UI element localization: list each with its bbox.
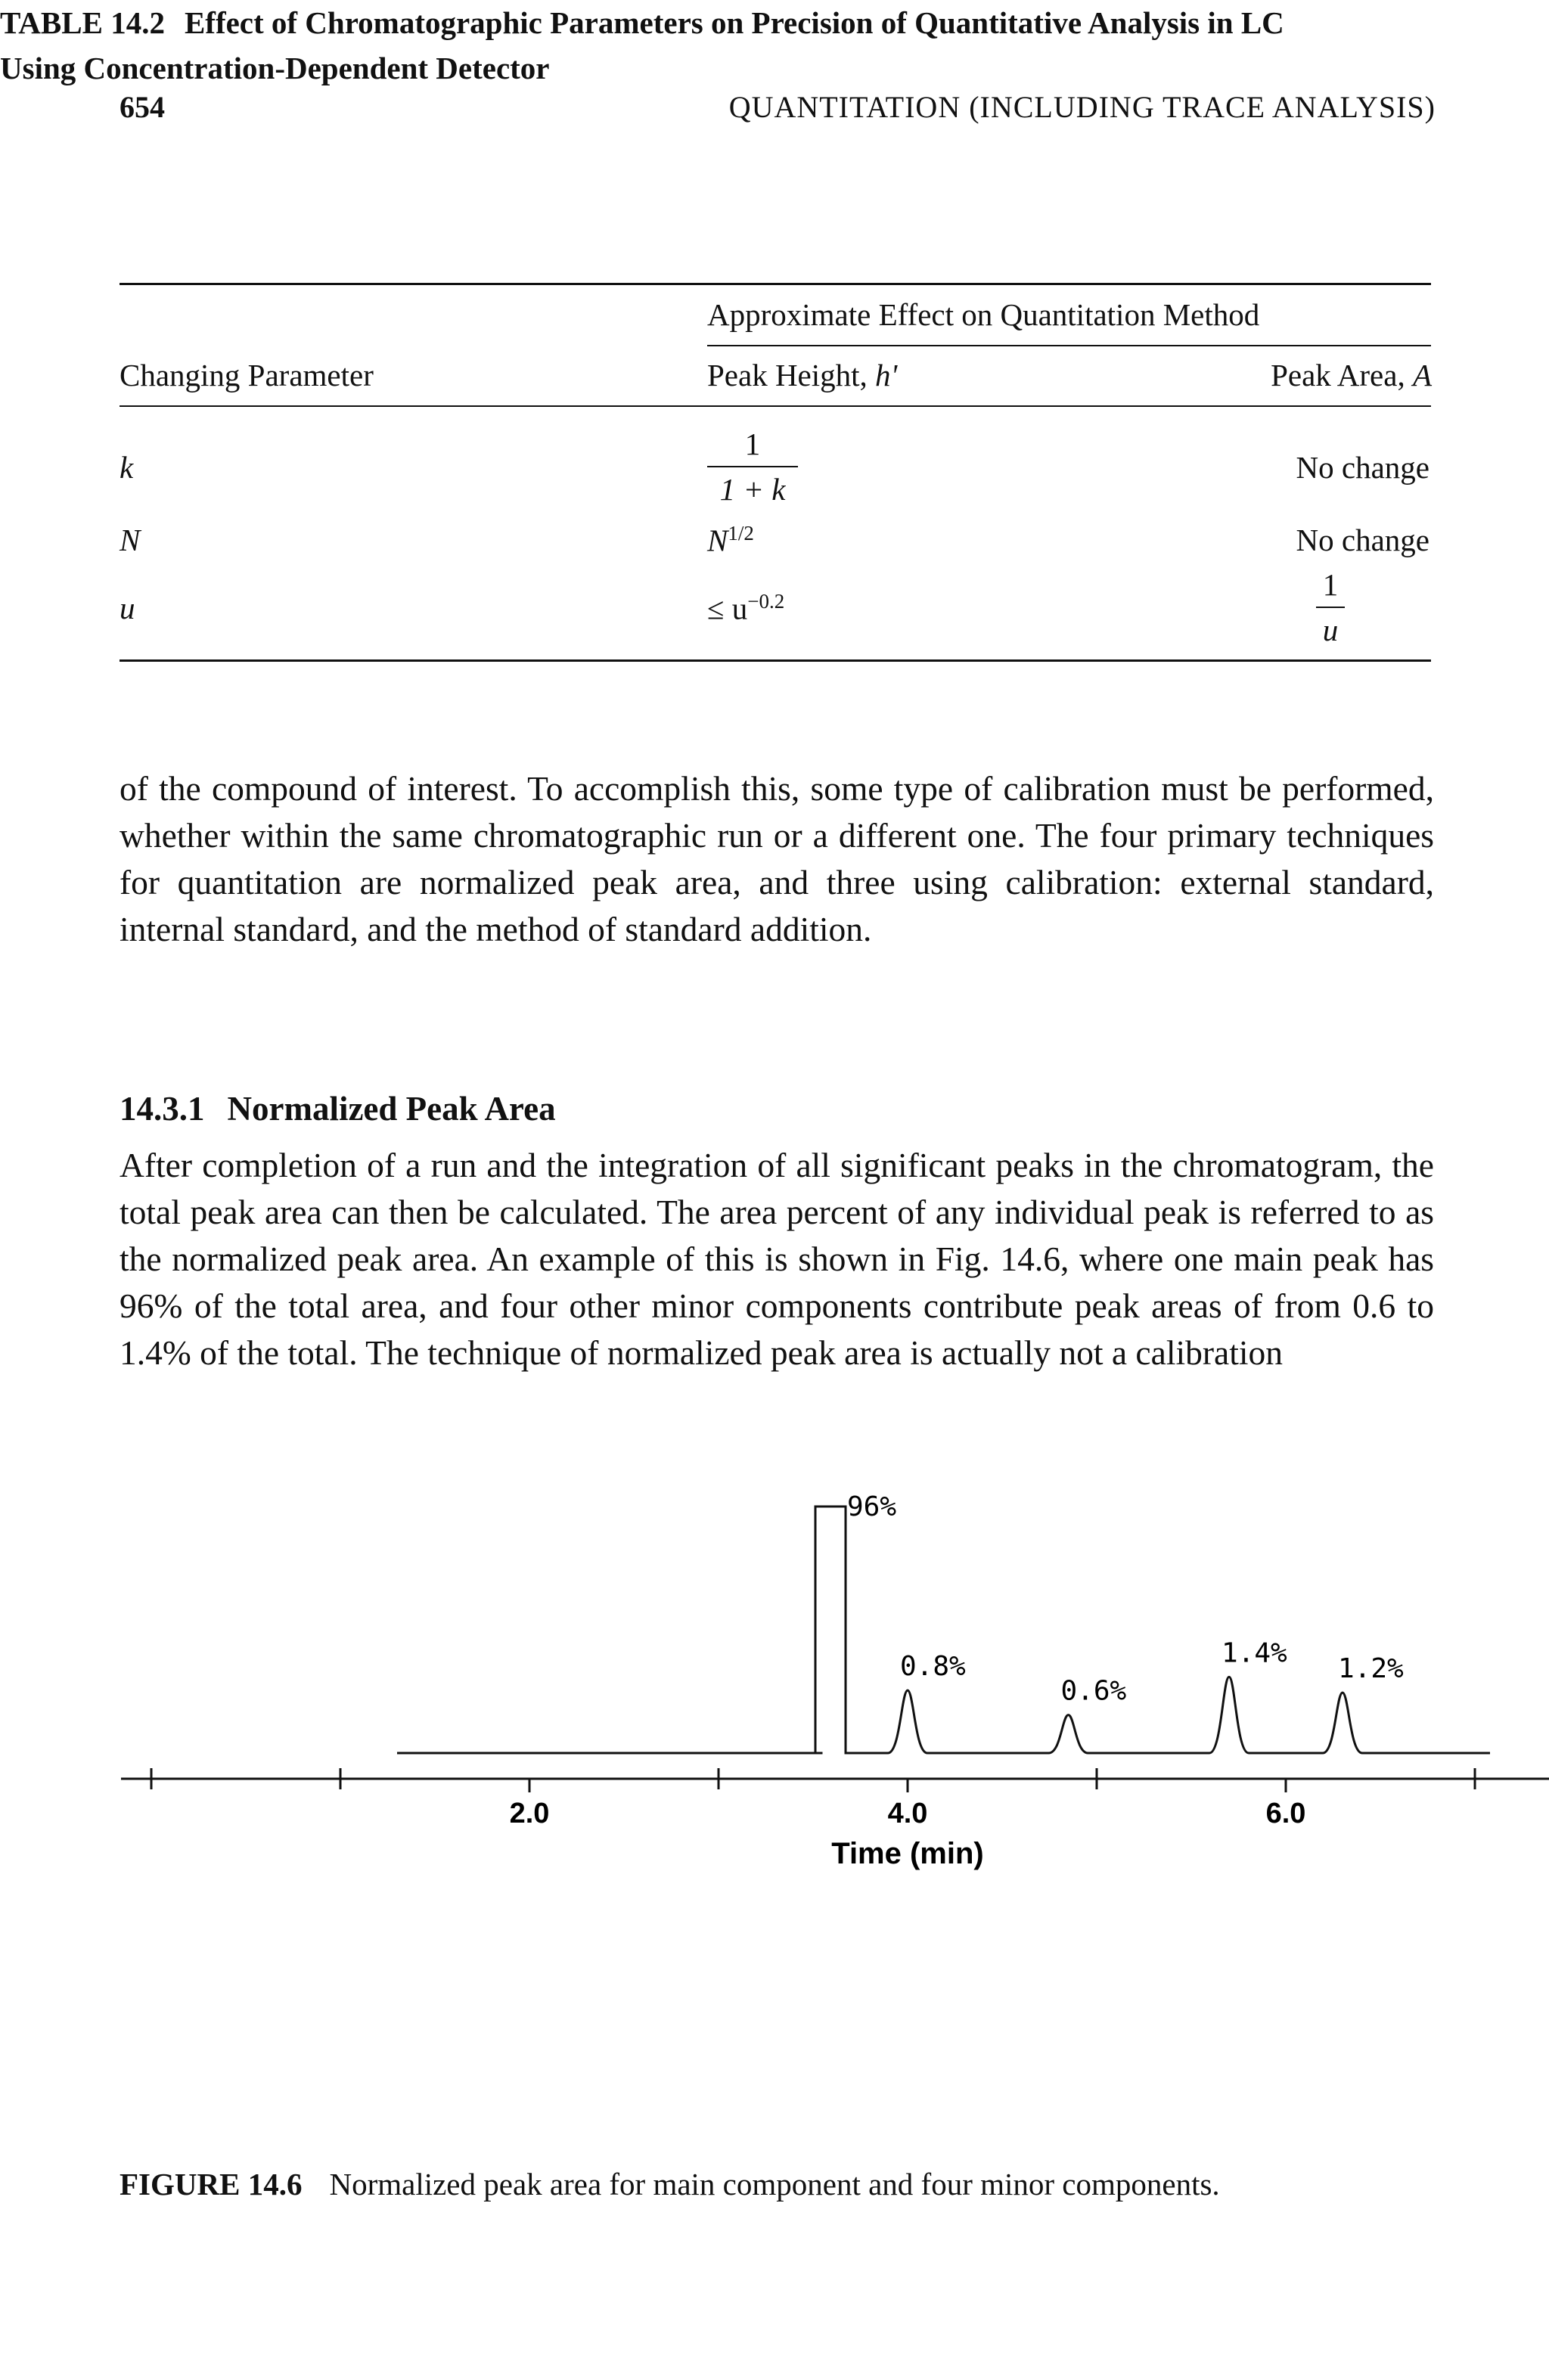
column-header-height-text: Peak Height, [707, 358, 876, 393]
paragraph [120, 765, 1434, 953]
table-row-height [707, 522, 754, 559]
peak-label: 1.2% [1338, 1653, 1404, 1685]
section-number: 14.3.1 [120, 1090, 205, 1128]
spanner-rule [707, 345, 1431, 346]
column-header-area-symbol: A [1412, 358, 1432, 393]
peak-label: 0.6% [1060, 1675, 1127, 1707]
table-caption: Effect of Chromatographic Parameters on Precision of Quantitative Analysis in LC Using Concentration-Dependent Detector [0, 5, 1284, 85]
running-head: QUANTITATION (INCLUDING TRACE ANALYSIS) [728, 90, 1436, 124]
table-top-rule [120, 283, 1431, 285]
column-header-parameter: Changing Parameter [120, 358, 374, 393]
chart-axis [121, 1768, 1549, 1870]
paragraph-text: of the compound of interest. To accomplish this, some type of calibration must be performed, whether within the same chromatographic run or a different one. The four primary techniques for quantitation are normalized peak area, and three using calibration: external standard, internal standard, and the method of standard addition. [120, 769, 1434, 948]
table-row-area: No change [1296, 450, 1429, 485]
table-row-param: k [120, 450, 134, 485]
fraction-numerator: 1 [1322, 567, 1339, 602]
fraction-bar [1316, 607, 1345, 608]
figure-label: FIGURE 14.6 [120, 2167, 303, 2202]
paragraph-text: After completion of a run and the integration of all significant peaks in the chromatogram, the total peak area can then be calculated. The area percent of any individual peak is referred to as the normalized peak area. An example of this is shown in Fig. 14.6, where one main peak has 96% of the total area, and four other minor components contribute peak areas of from 0.6 to 1.4% of the total. The technique of normalized peak area is actually not a calibration [120, 1146, 1434, 1372]
table-title [0, 0, 1308, 91]
column-header-area-text: Peak Area, [1271, 358, 1413, 393]
x-tick-label: 6.0 [1265, 1798, 1306, 1829]
table-row-param: u [120, 591, 135, 625]
fraction [1316, 566, 1345, 649]
table-bottom-rule [120, 659, 1431, 662]
column-header-area [1271, 357, 1432, 393]
paragraph [120, 1142, 1434, 1376]
chromatogram-chart [0, 1491, 1549, 2178]
fraction-denominator: 1 + k [719, 472, 786, 507]
table-row-area: No change [1296, 523, 1429, 557]
figure-caption [120, 2161, 1434, 2207]
fraction [707, 425, 798, 508]
page-number: 654 [120, 90, 165, 124]
column-header-height-symbol: h' [875, 358, 898, 393]
peak-label: 1.4% [1222, 1637, 1287, 1669]
height-exponent: 1/2 [728, 522, 754, 545]
header-rule [120, 405, 1431, 407]
height-base: ≤ u [707, 591, 748, 626]
peak-label: 0.8% [900, 1651, 966, 1683]
chromatogram-trace [397, 1507, 1490, 1753]
table-label: TABLE 14.2 [0, 5, 165, 40]
table-row-height [707, 590, 784, 627]
fraction-numerator: 1 [744, 427, 761, 461]
height-exponent: −0.2 [747, 590, 785, 613]
figure-caption-text: Normalized peak area for main component and four minor components. [329, 2167, 1220, 2202]
fraction-denominator: u [1322, 613, 1339, 647]
x-axis-label: Time (min) [831, 1837, 984, 1870]
height-base: N [707, 523, 728, 558]
x-tick-label: 4.0 [887, 1798, 928, 1829]
section-title: Normalized Peak Area [227, 1090, 556, 1128]
peak-label: 96% [847, 1491, 897, 1522]
chart-labels [847, 1491, 1404, 1707]
spanner-header: Approximate Effect on Quantitation Method [707, 297, 1260, 332]
fraction-bar [707, 466, 798, 467]
section-heading [120, 1089, 556, 1128]
column-header-height [707, 357, 897, 393]
chart-trace [397, 1507, 1490, 1753]
x-tick-label: 2.0 [509, 1798, 550, 1829]
table-row-param: N [120, 523, 141, 557]
